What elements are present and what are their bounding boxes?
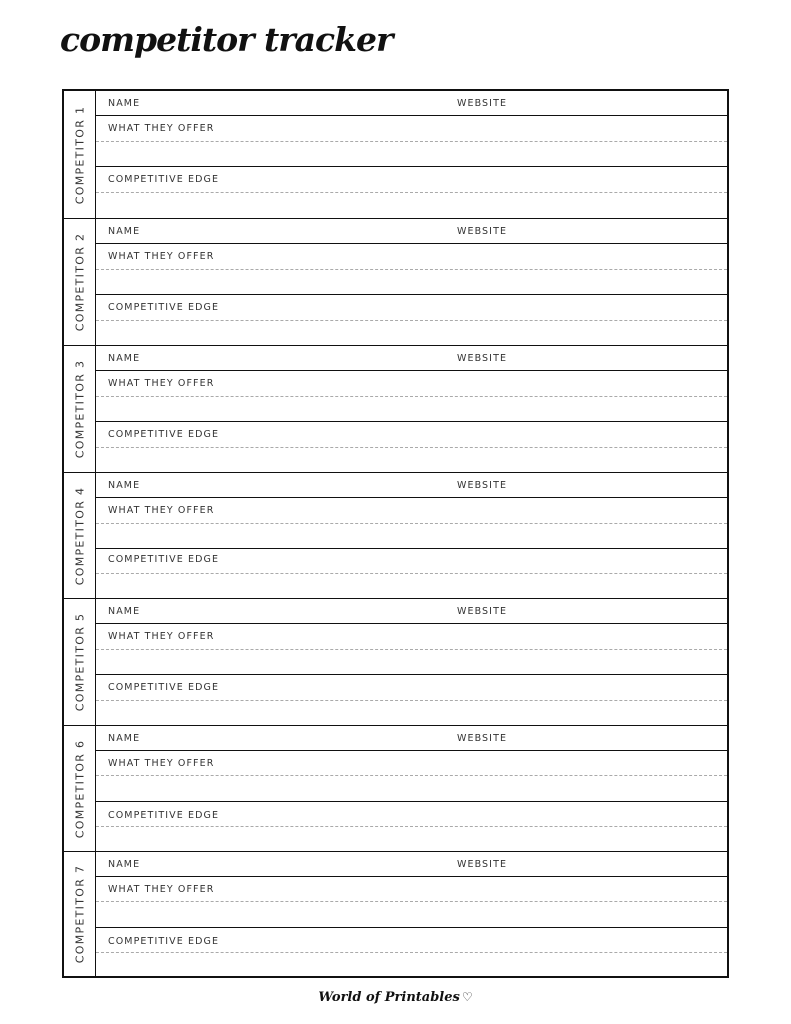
edge-label: COMPETITIVE EDGE [108,682,220,693]
name-label: NAME [108,353,141,364]
website-label: WEBSITE [457,859,508,870]
competitor-label: COMPETITOR 5 [73,612,86,712]
competitor-block [64,598,727,725]
divider [96,801,727,802]
edge-label: COMPETITIVE EDGE [108,936,220,947]
website-label: WEBSITE [457,226,508,237]
divider [96,294,727,295]
website-label: WEBSITE [457,98,508,109]
dashed-rule [96,826,727,827]
edge-label: COMPETITIVE EDGE [108,810,220,821]
competitor-label: COMPETITOR 6 [73,739,86,838]
name-label: NAME [108,226,141,237]
website-label: WEBSITE [457,353,508,364]
name-label: NAME [108,606,141,617]
dashed-rule [96,447,727,448]
dashed-rule [96,396,727,397]
name-label: NAME [108,98,141,109]
offer-label: WHAT THEY OFFER [108,631,215,642]
name-label: NAME [108,859,141,870]
heart-icon: ♡ [461,990,473,1004]
edge-label: COMPETITIVE EDGE [108,554,220,565]
edge-label: COMPETITIVE EDGE [108,429,220,440]
dashed-rule [96,573,727,574]
competitor-label: COMPETITOR 2 [73,232,86,332]
website-label: WEBSITE [457,733,508,744]
offer-label: WHAT THEY OFFER [108,251,215,262]
website-label: WEBSITE [457,480,508,491]
competitor-block [64,91,727,218]
dashed-rule [96,269,727,270]
dashed-rule [96,320,727,321]
offer-label: WHAT THEY OFFER [108,378,215,389]
competitor-block [64,725,727,851]
dashed-rule [96,192,727,193]
name-label: NAME [108,733,141,744]
footer-brand [0,990,791,1005]
offer-label: WHAT THEY OFFER [108,123,215,134]
page-title: competitor tracker [60,20,393,59]
divider [96,927,727,928]
offer-label: WHAT THEY OFFER [108,884,215,895]
website-label: WEBSITE [457,606,508,617]
competitor-block [64,345,727,472]
name-label: NAME [108,480,141,491]
competitor-block [64,218,727,345]
edge-label: COMPETITIVE EDGE [108,302,220,313]
dashed-rule [96,700,727,701]
dashed-rule [96,775,727,776]
brand-logo-text: World of Printables [318,990,460,1005]
divider [96,166,727,167]
offer-label: WHAT THEY OFFER [108,505,215,516]
competitor-block [64,472,727,598]
competitor-label: COMPETITOR 7 [73,864,86,964]
dashed-rule [96,523,727,524]
competitor-label: COMPETITOR 4 [73,486,86,585]
competitor-label: COMPETITOR 3 [73,359,86,459]
dashed-rule [96,952,727,953]
competitor-block [64,851,727,976]
offer-label: WHAT THEY OFFER [108,758,215,769]
competitor-label: COMPETITOR 1 [73,105,86,204]
dashed-rule [96,141,727,142]
divider [96,421,727,422]
dashed-rule [96,649,727,650]
divider [96,674,727,675]
divider [96,548,727,549]
dashed-rule [96,901,727,902]
edge-label: COMPETITIVE EDGE [108,174,220,185]
competitor-tracker-table [62,89,729,978]
